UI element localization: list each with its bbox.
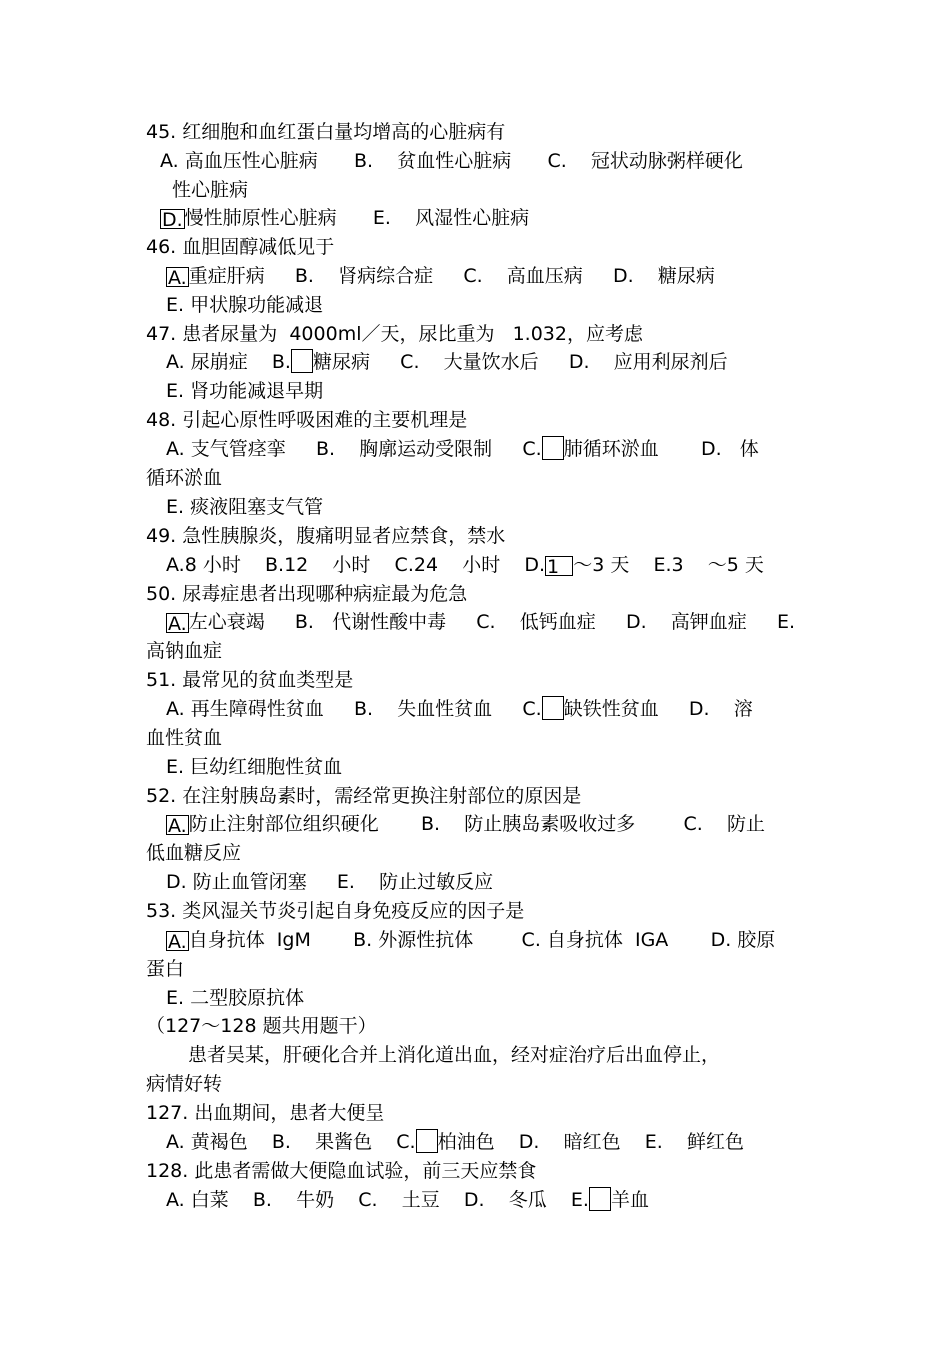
text-line: [172, 177, 248, 203]
answer-marked-option: A.: [168, 931, 187, 953]
text-run: 羊血: [610, 1189, 649, 1211]
answer-box: [542, 696, 564, 720]
text-run: 重症肝病 B. 肾病综合症 C. 高血压病 D. 糖尿病: [188, 265, 715, 287]
answer-box: [291, 349, 313, 373]
text-line: [146, 1100, 384, 1126]
text-run: 性心脏病: [172, 179, 249, 201]
text-line: [146, 321, 643, 347]
text-run: 肺循环淤血 D. 体: [563, 438, 759, 460]
text-run: 53. 类风湿关节炎引起自身免疫反应的因子是: [146, 900, 525, 922]
text-run: E. 甲状腺功能减退: [166, 294, 324, 316]
text-run: 低血糖反应: [146, 842, 242, 864]
text-run: E. 二型胶原抗体: [166, 987, 305, 1009]
text-run: 左心衰竭 B. 代谢性酸中毒 C. 低钙血症 D. 高钾血症 E.: [188, 611, 796, 633]
text-run: A. 黄褐色 B. 果酱色 C.: [166, 1131, 416, 1153]
text-line: [146, 234, 334, 260]
text-run: ～3 天 E.3 ～5 天: [573, 554, 764, 576]
text-line: [146, 840, 241, 866]
text-line: [166, 436, 759, 462]
text-run: 127. 出血期间，患者大便呈: [146, 1102, 385, 1124]
text-run: 高钠血症: [146, 640, 223, 662]
text-run: 血性贫血: [146, 727, 223, 749]
answer-marked-option: A.: [168, 267, 187, 289]
text-line: [166, 869, 493, 895]
text-run: 自身抗体 IgM B. 外源性抗体 C. 自身抗体 IGA D. 胶原: [188, 929, 776, 951]
text-line: [166, 811, 765, 837]
text-line: [146, 898, 524, 924]
text-run: A. 高血压性心脏病 B. 贫血性心脏病 C. 冠状动脉粥样硬化: [160, 150, 743, 172]
text-line: [166, 494, 323, 520]
text-run: 45. 红细胞和血红蛋白量均增高的心脏病有: [146, 121, 506, 143]
text-line: [166, 292, 323, 318]
text-run: 48. 引起心原性呼吸困难的主要机理是: [146, 409, 468, 431]
text-line: [166, 263, 715, 289]
text-line: [160, 205, 529, 231]
text-line: [146, 667, 353, 693]
text-run: 病情好转: [146, 1073, 223, 1095]
text-line: [166, 609, 795, 635]
text-line: [146, 119, 505, 145]
text-line: [160, 148, 743, 174]
answer-marked-option: A.: [168, 815, 187, 837]
text-run: 患者吴某，肝硬化合并上消化道出血，经对症治疗后出血停止，: [188, 1044, 721, 1066]
text-run: E. 痰液阻塞支气管: [166, 496, 324, 518]
answer-box: [416, 1129, 438, 1153]
text-line: [146, 581, 467, 607]
text-line: [146, 1158, 536, 1184]
answer-box: [542, 436, 564, 460]
text-run: A. 再生障碍性贫血 B. 失血性贫血 C.: [166, 698, 542, 720]
text-run: 糖尿病 C. 大量饮水后 D. 应用利尿剂后: [312, 351, 728, 373]
answer-marked-option: 1: [547, 556, 572, 578]
text-run: 47. 患者尿量为 4000ml／天，尿比重为 1.032，应考虑: [146, 323, 643, 345]
text-run: E. 巨幼红细胞性贫血: [166, 756, 343, 778]
text-run: 49. 急性胰腺炎，腹痛明显者应禁食，禁水: [146, 525, 506, 547]
text-run: 46. 血胆固醇减低见于: [146, 236, 335, 258]
text-run: 50. 尿毒症患者出现哪种病症最为危急: [146, 583, 468, 605]
text-line: [166, 1129, 744, 1155]
text-run: 防止注射部位组织硬化 B. 防止胰岛素吸收过多 C. 防止: [188, 813, 765, 835]
text-run: A. 尿崩症 B.: [166, 351, 291, 373]
text-line: [146, 407, 467, 433]
text-line: [166, 349, 728, 375]
text-line: [166, 985, 304, 1011]
text-run: A. 白菜 B. 牛奶 C. 土豆 D. 冬瓜 E.: [166, 1189, 589, 1211]
text-run: E. 肾功能减退早期: [166, 380, 324, 402]
text-line: [166, 552, 764, 578]
text-line: [188, 1042, 720, 1068]
text-run: A. 支气管痉挛 B. 胸廓运动受限制 C.: [166, 438, 542, 460]
text-line: [166, 378, 323, 404]
text-run: 缺铁性贫血 D. 溶: [563, 698, 753, 720]
text-run: 蛋白: [146, 958, 185, 980]
text-line: [146, 465, 222, 491]
text-line: [166, 696, 753, 722]
text-line: [146, 956, 184, 982]
text-line: [146, 523, 505, 549]
text-line: [146, 725, 222, 751]
text-line: [146, 1013, 377, 1039]
text-run: 慢性肺原性心脏病 E. 风湿性心脏病: [184, 207, 530, 229]
text-run: A.8 小时 B.12 小时 C.24 小时 D.: [166, 554, 546, 576]
text-run: 循环淤血: [146, 467, 223, 489]
text-line: [146, 783, 581, 809]
text-run: 52. 在注射胰岛素时，需经常更换注射部位的原因是: [146, 785, 582, 807]
text-run: （127～128 题共用题干）: [146, 1015, 377, 1037]
text-line: [146, 638, 222, 664]
text-line: [166, 1187, 649, 1213]
text-line: [146, 1071, 222, 1097]
answer-marked-option: D.: [162, 209, 183, 231]
text-line: [166, 927, 775, 953]
answer-marked-option: A.: [168, 613, 187, 635]
text-run: 柏油色 D. 暗红色 E. 鲜红色: [437, 1131, 744, 1153]
text-run: 128. 此患者需做大便隐血试验，前三天应禁食: [146, 1160, 537, 1182]
text-line: [166, 754, 342, 780]
answer-box: [589, 1187, 611, 1211]
text-run: 51. 最常见的贫血类型是: [146, 669, 354, 691]
text-run: D. 防止血管闭塞 E. 防止过敏反应: [166, 871, 494, 893]
